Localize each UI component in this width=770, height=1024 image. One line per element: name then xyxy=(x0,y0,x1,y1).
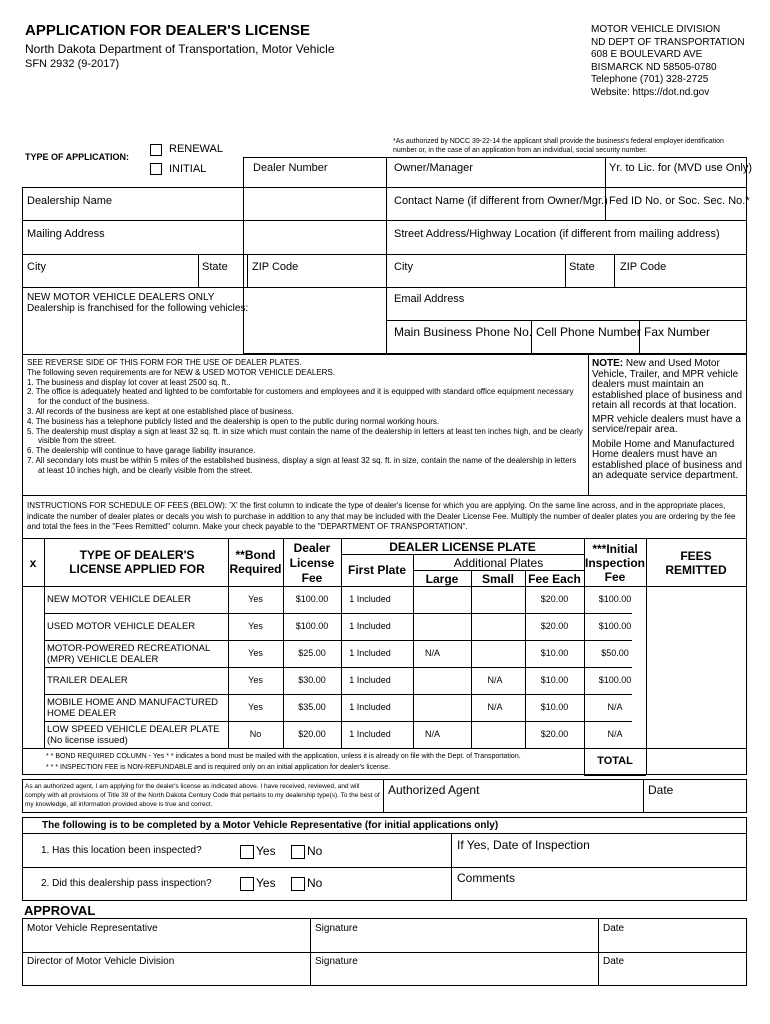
large-header: Large xyxy=(425,572,459,586)
rep-date-field[interactable]: Date xyxy=(603,923,625,934)
row-first-plate: 1 Included xyxy=(349,594,391,604)
franchised-field[interactable]: Dealership is franchised for the following vehicles: xyxy=(27,303,249,314)
new-dealers-only-label: NEW MOTOR VEHICLE DEALERS ONLY xyxy=(27,292,215,303)
x-column-header: x xyxy=(29,556,37,570)
row-fee-each: $10.00 xyxy=(540,702,569,712)
row-first-plate: 1 Included xyxy=(349,648,391,658)
row-inspection-fee: $100.00 xyxy=(598,675,632,685)
zip-field-2[interactable]: ZIP Code xyxy=(620,261,667,273)
bond-required-header: **Bond Required xyxy=(229,548,282,576)
q2-no-checkbox[interactable] xyxy=(291,877,305,891)
requirement-item: 7. All secondary lots must be within 5 miles of the established business, display a sign at least 32 sq. ft. in size, contain the name of the dealership in letters at least 10 inches high, and be clearly visible from the street. xyxy=(27,455,577,475)
row-bond-required: Yes xyxy=(248,648,263,658)
row-license-type: MOTOR-POWERED RECREATIONAL (MPR) VEHICLE DEALER xyxy=(47,642,210,665)
row-bond-required: Yes xyxy=(248,675,263,685)
row-fee-each: $10.00 xyxy=(540,648,569,658)
row-license-type: NEW MOTOR VEHICLE DEALER xyxy=(47,594,191,605)
first-plate-header: First Plate xyxy=(347,563,407,577)
row-license-fee: $100.00 xyxy=(295,621,329,631)
renewal-label: RENEWAL xyxy=(169,143,223,155)
row-inspection-fee: $100.00 xyxy=(598,621,632,631)
yr-to-lic-field[interactable]: Yr. to Lic. for (MVD use Only) xyxy=(609,162,753,174)
row-large-plates xyxy=(400,613,465,640)
row-license-type: LOW SPEED VEHICLE DEALER PLATE (No license issued) xyxy=(47,723,220,746)
requirement-item: 5. The dealership must display a sign at least 32 sq. ft. in size which must contain the name of the dealership in letters at least ten inches high, and be clearly visible from the street. xyxy=(27,426,583,446)
form-title: APPLICATION FOR DEALER'S LICENSE xyxy=(25,22,310,39)
q2-no-label: No xyxy=(307,876,323,890)
mailing-address-field[interactable]: Mailing Address xyxy=(27,228,105,240)
form-subtitle: North Dakota Department of Transportation, Motor Vehicle xyxy=(25,42,335,56)
requirement-item: 4. The business has a telephone publicly listed and the dealership is open to the public during normal working hours. xyxy=(27,416,440,426)
row-select-x[interactable] xyxy=(23,695,43,720)
row-fee-each: $20.00 xyxy=(540,621,569,631)
row-license-fee: $20.00 xyxy=(298,729,326,739)
representative-heading: The following is to be completed by a Motor Vehicle Representative (for initial applications only) xyxy=(42,820,499,831)
row-small-plates xyxy=(466,613,524,640)
row-large-plates xyxy=(400,694,465,721)
row-large-plates xyxy=(400,586,465,613)
certification-text: As an authorized agent, I am applying for the dealer's license as indicated above. I have received, reviewed, and will comply with all provisions of Title 39 of the North Dakota Century Code that pertains to my dealership type(s). To the best of my knowledge, all information provided above is true and correct. xyxy=(25,783,380,808)
row-small-plates xyxy=(466,721,524,748)
row-bond-required: Yes xyxy=(248,594,263,604)
row-fees-remitted-input[interactable] xyxy=(647,668,746,693)
row-small-plates: N/A xyxy=(487,675,503,685)
requirements-list: SEE REVERSE SIDE OF THIS FORM FOR THE USE OF DEALER PLATES. The following seven requirements are for NEW & USED MOTOR VEHICLE DEALERS. 1. The business and display lot cover at least 2500 sq. ft.. 2. The office is adequately heated and lighted to be comfortable for customers and employees and it is equipped with standard office equipment necessary for the conduct of the business. 3. All records of the business are kept at one established place of business. 4. The business has a telephone publicly listed and the dealership is open to the public during normal working hours. 5. The dealership must display a sign at least 32 sq. ft. in size which must contain the name of the dealership in letters at least ten inches high, and be clearly visible from the street. 6. The dealership will continue to have garage liability insurance. 7. All secondary lots must be within 5 miles of the established business, display a sign at least 32 sq. ft. in size, contain the name of the dealership in letters at least 10 inches high, and be clearly visible from the street. xyxy=(27,358,583,475)
owner-manager-field[interactable]: Owner/Manager xyxy=(394,162,473,174)
q2-passed: 2. Did this dealership pass inspection? xyxy=(41,878,212,889)
row-bond-required: Yes xyxy=(248,621,263,631)
row-first-plate: 1 Included xyxy=(349,621,391,631)
fax-field[interactable]: Fax Number xyxy=(644,325,711,339)
authorized-agent-field[interactable]: Authorized Agent xyxy=(388,783,480,797)
row-small-plates: N/A xyxy=(487,702,503,712)
row-bond-required: No xyxy=(249,729,262,739)
initial-label: INITIAL xyxy=(169,163,207,175)
row-select-x[interactable] xyxy=(23,668,43,693)
cell-phone-field[interactable]: Cell Phone Number xyxy=(536,325,641,339)
row-license-fee: $30.00 xyxy=(298,675,326,685)
form-number: SFN 2932 (9-2017) xyxy=(25,58,120,70)
row-license-fee: $25.00 xyxy=(298,648,326,658)
comments-field[interactable]: Comments xyxy=(457,871,516,885)
inspection-date-field[interactable]: If Yes, Date of Inspection xyxy=(457,838,590,852)
requirement-item: 1. The business and display lot cover at least 2500 sq. ft.. xyxy=(27,377,231,387)
row-large-plates: N/A xyxy=(424,729,440,739)
q1-no-label: No xyxy=(307,844,323,858)
mv-representative-field[interactable]: Motor Vehicle Representative xyxy=(27,923,158,934)
main-phone-field[interactable]: Main Business Phone No. xyxy=(394,325,533,339)
row-select-x[interactable] xyxy=(23,587,43,612)
q2-yes-checkbox[interactable] xyxy=(240,877,254,891)
additional-plates-header: Additional Plates xyxy=(453,556,544,570)
row-small-plates xyxy=(466,586,524,613)
row-fee-each: $10.00 xyxy=(540,675,569,685)
fee-footnotes: * * BOND REQUIRED COLUMN - Yes * * indicates a bond must be mailed with the application, unless it is already on file with the Dept. of Transportation. * * * INSPECTION FEE is NON-REFUNDABLE and is required only on an initial application for dealer's license. xyxy=(46,753,521,771)
row-small-plates xyxy=(466,640,524,667)
row-select-x[interactable] xyxy=(23,722,43,747)
row-inspection-fee: $100.00 xyxy=(598,594,632,604)
row-fees-remitted-input[interactable] xyxy=(647,641,746,666)
agency-address: MOTOR VEHICLE DIVISION ND DEPT OF TRANSPORTATION 608 E BOULEVARD AVE BISMARCK ND 58505-0780 Telephone (701) 328-2725 Website: https://dot.nd.gov xyxy=(591,24,745,98)
requirement-item: 3. All records of the business are kept at one established place of business. xyxy=(27,406,294,416)
requirement-item: 6. The dealership will continue to have garage liability insurance. xyxy=(27,446,256,456)
row-license-type: TRAILER DEALER xyxy=(47,675,128,686)
row-fees-remitted-input[interactable] xyxy=(647,614,746,639)
q1-yes-checkbox[interactable] xyxy=(240,845,254,859)
row-first-plate: 1 Included xyxy=(349,702,391,712)
contact-name-field[interactable]: Contact Name (if different from Owner/Mgr.) xyxy=(394,195,608,207)
row-first-plate: 1 Included xyxy=(349,675,391,685)
row-select-x[interactable] xyxy=(23,641,43,666)
row-fees-remitted-input[interactable] xyxy=(647,722,746,747)
renewal-checkbox[interactable] xyxy=(150,144,162,156)
q1-inspected: 1. Has this location been inspected? xyxy=(41,845,202,856)
row-inspection-fee: $50.00 xyxy=(601,648,629,658)
approval-heading: APPROVAL xyxy=(24,903,96,918)
row-inspection-fee: N/A xyxy=(607,702,623,712)
zip-field[interactable]: ZIP Code xyxy=(252,261,299,273)
fed-id-field[interactable]: Fed ID No. or Soc. Sec. No.* xyxy=(609,195,750,207)
dealer-number-field[interactable]: Dealer Number xyxy=(253,162,328,174)
row-license-fee: $35.00 xyxy=(298,702,326,712)
ndcc-note: *As authorized by NDCC 39-22-14 the applicant shall provide the business's federal employer identification number or, in the case of an application from an individual, social security number. xyxy=(393,138,724,154)
dealership-name-field[interactable]: Dealership Name xyxy=(27,195,112,207)
q1-yes-label: Yes xyxy=(256,844,276,858)
row-first-plate: 1 Included xyxy=(349,729,391,739)
total-remitted-input[interactable] xyxy=(647,749,746,774)
row-fees-remitted-input[interactable] xyxy=(647,587,746,612)
inspection-fee-header: ***Initial Inspection Fee xyxy=(584,542,645,584)
rep-signature-field[interactable]: Signature xyxy=(315,923,358,934)
dealer-note: NOTE: New and Used Motor Vehicle, Trailer, and MPR vehicle dealers must maintain an established place of business and retain all records at that location. MPR vehicle dealers must have a service/repair area. Mobile Home and Manufactured Home dealers must have an established place of business and an adequate service department. xyxy=(592,358,743,481)
email-field[interactable]: Email Address xyxy=(394,293,465,305)
row-fee-each: $20.00 xyxy=(540,729,569,739)
small-header: Small xyxy=(481,572,514,586)
total-label: TOTAL xyxy=(597,755,633,767)
director-signature-field[interactable]: Signature xyxy=(315,956,358,967)
agent-date-field[interactable]: Date xyxy=(648,783,674,797)
fee-instructions: INSTRUCTIONS FOR SCHEDULE OF FEES (BELOW): 'X' the first column to indicate the type of dealer's license for which you are applying. On the same line across, and in the appropriate places, indicate the number of dealer plates or decals you wish to purchase in addition to any that may be included with the Dealer License Fee. Multiply the number of dealer plates you are ordering by the fee and total the fees in the "Fees Remitted" column. Make your check payable to the "DEPARTMENT OF TRANSPORTATION". xyxy=(27,501,736,531)
fees-remitted-header: FEES REMITTED xyxy=(665,549,727,577)
row-inspection-fee: N/A xyxy=(607,729,623,739)
city-field-2[interactable]: City xyxy=(394,261,413,273)
row-select-x[interactable] xyxy=(23,614,43,639)
row-license-type: MOBILE HOME AND MANUFACTURED HOME DEALER xyxy=(47,696,219,719)
license-type-header: TYPE OF DEALER'S LICENSE APPLIED FOR xyxy=(69,548,205,576)
row-fees-remitted-input[interactable] xyxy=(647,695,746,720)
application-type-label: TYPE OF APPLICATION: xyxy=(25,152,130,162)
street-address-field[interactable]: Street Address/Highway Location (if different from mailing address) xyxy=(394,228,720,240)
city-field[interactable]: City xyxy=(27,261,46,273)
dealer-license-fee-header: Dealer License Fee xyxy=(289,541,335,585)
q2-yes-label: Yes xyxy=(256,876,276,890)
state-field-2[interactable]: State xyxy=(569,261,595,273)
q1-no-checkbox[interactable] xyxy=(291,845,305,859)
dealer-license-plate-header: DEALER LICENSE PLATE xyxy=(389,540,536,554)
initial-checkbox[interactable] xyxy=(150,163,162,175)
row-large-plates xyxy=(400,667,465,694)
row-license-type: USED MOTOR VEHICLE DEALER xyxy=(47,621,196,632)
row-large-plates: N/A xyxy=(424,648,440,658)
row-fee-each: $20.00 xyxy=(540,594,569,604)
state-field[interactable]: State xyxy=(202,261,228,273)
fee-each-header: Fee Each xyxy=(528,572,581,586)
row-license-fee: $100.00 xyxy=(295,594,329,604)
director-date-field[interactable]: Date xyxy=(603,956,625,967)
director-field[interactable]: Director of Motor Vehicle Division xyxy=(27,956,175,967)
row-bond-required: Yes xyxy=(248,702,263,712)
requirement-item: 2. The office is adequately heated and lighted to be comfortable for customers and employees and it is equipped with standard office equipment necessary for the conduct of the business. xyxy=(27,387,574,407)
